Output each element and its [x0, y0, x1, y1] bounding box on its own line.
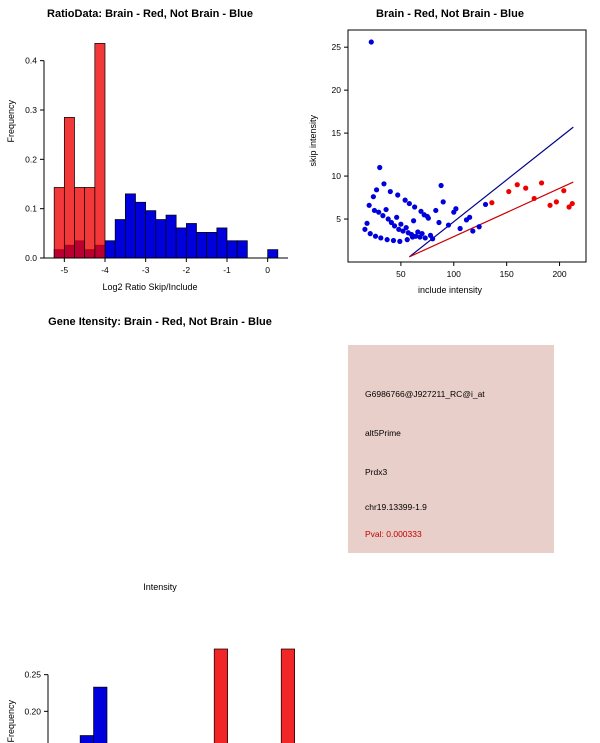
scatter-point — [438, 183, 443, 188]
scatter-point — [374, 187, 379, 192]
scatter-point — [467, 215, 472, 220]
info-event-type: alt5Prime — [365, 428, 401, 438]
scatter-point — [436, 220, 441, 225]
scatter-point — [422, 212, 427, 217]
info-gene-name: Prdx3 — [365, 467, 388, 477]
scatter-point — [515, 182, 520, 187]
scatter-point — [376, 210, 381, 215]
scatter-ylabel: skip intensity — [308, 115, 318, 167]
scatter-point — [397, 239, 402, 244]
histogram-bar — [105, 241, 115, 258]
x-tick-label: -4 — [101, 265, 109, 275]
ratio-histogram-ylabel: Frequency — [6, 100, 16, 143]
scatter-plot — [300, 0, 600, 300]
y-tick-label: 0.4 — [25, 55, 37, 66]
y-tick-label: 0.3 — [25, 105, 37, 115]
x-tick-label: 50 — [396, 269, 406, 279]
panel-gene-intensity-histogram — [0, 300, 320, 743]
scatter-point — [561, 188, 566, 193]
histogram-bar — [281, 649, 294, 743]
histogram-bar — [217, 228, 227, 258]
scatter-point — [391, 238, 396, 243]
histogram-bar — [95, 43, 105, 258]
scatter-point — [446, 222, 451, 227]
histogram-bar — [146, 211, 156, 258]
x-tick-label: 200 — [552, 269, 567, 279]
scatter-point — [483, 202, 488, 207]
scatter-point — [539, 180, 544, 185]
histogram-bar — [268, 250, 278, 258]
scatter-point — [423, 235, 428, 240]
x-tick-label: -5 — [60, 265, 69, 275]
intensity-histogram-xlabel: Intensity — [143, 582, 177, 592]
scatter-point — [458, 226, 463, 231]
scatter-point — [367, 203, 372, 208]
y-tick-label: 5 — [336, 214, 341, 225]
histogram-bar — [156, 220, 166, 258]
histogram-bar — [197, 232, 207, 258]
histogram-bar — [227, 241, 237, 258]
scatter-xlabel: include intensity — [417, 285, 483, 295]
intensity-histogram-plot — [0, 300, 320, 717]
ratio-histogram-title: RatioData: Brain - Red, Not Brain - Blue — [47, 8, 253, 20]
scatter-point — [570, 201, 575, 206]
scatter-point — [404, 225, 409, 230]
histogram-bar — [94, 687, 107, 743]
intensity-histogram-title: Gene Itensity: Brain - Red, Not Brain - Blue — [48, 316, 272, 328]
scatter-point — [371, 194, 376, 199]
scatter-point — [368, 231, 373, 236]
histogram-bar — [237, 241, 247, 258]
scatter-point — [364, 221, 369, 226]
scatter-point — [426, 216, 431, 221]
scatter-point — [412, 204, 417, 209]
scatter-point — [378, 235, 383, 240]
scatter-point — [377, 165, 382, 170]
scatter-point — [411, 218, 416, 223]
x-tick-label: 100 — [446, 269, 461, 279]
x-tick-label: 0 — [265, 265, 271, 275]
scatter-point — [477, 224, 482, 229]
y-tick-label: 0.2 — [25, 154, 37, 165]
histogram-bar — [80, 736, 93, 743]
histogram-bar — [54, 187, 64, 258]
scatter-point — [394, 215, 399, 220]
histogram-bar — [214, 649, 227, 743]
scatter-point — [441, 199, 446, 204]
scatter-point — [453, 206, 458, 211]
scatter-point — [385, 237, 390, 242]
scatter-point — [532, 196, 537, 201]
histogram-bar — [85, 187, 95, 258]
y-tick-label: 0.0 — [25, 253, 37, 263]
scatter-point — [381, 181, 386, 186]
scatter-point — [410, 234, 415, 239]
info-pval: Pval: 0.000333 — [365, 529, 422, 539]
scatter-point — [430, 236, 435, 241]
scatter-point — [388, 189, 393, 194]
y-tick-label: 0.25 — [24, 669, 41, 680]
y-tick-label: 20 — [331, 85, 341, 96]
scatter-point — [407, 201, 412, 206]
scatter-point — [383, 207, 388, 212]
histogram-bar — [166, 215, 176, 258]
scatter-point — [373, 234, 378, 239]
scatter-point — [403, 198, 408, 203]
info-probe-id: G6986766@J927211_RC@i_at — [365, 389, 485, 399]
x-tick-label: 150 — [499, 269, 514, 279]
histogram-bar — [125, 194, 135, 258]
histogram-bar — [75, 187, 85, 258]
scatter-title: Brain - Red, Not Brain - Blue — [376, 8, 524, 20]
x-tick-label: -3 — [141, 265, 150, 275]
x-tick-label: -1 — [223, 265, 231, 275]
panel-ratio-histogram — [0, 0, 300, 300]
ratio-histogram-plot — [0, 0, 300, 300]
panel-intensity-scatter — [300, 0, 600, 300]
x-tick-label: -2 — [182, 265, 191, 275]
scatter-point — [489, 200, 494, 205]
y-tick-label: 0.1 — [25, 203, 37, 214]
scatter-point — [405, 237, 410, 242]
histogram-bar — [136, 202, 146, 258]
scatter-point — [547, 203, 552, 208]
scatter-point — [392, 223, 397, 228]
histogram-bar — [207, 232, 217, 258]
probe-info-box — [348, 345, 554, 553]
intensity-histogram-ylabel: Frequency — [6, 700, 16, 743]
scatter-point — [419, 231, 424, 236]
histogram-bar — [186, 223, 196, 258]
histogram-bar — [176, 228, 186, 258]
y-tick-label: 25 — [331, 42, 341, 53]
scatter-point — [523, 186, 528, 191]
scatter-point — [362, 227, 367, 232]
scatter-point — [433, 208, 438, 213]
scatter-point — [395, 192, 400, 197]
ratio-histogram-xlabel: Log2 Ratio Skip/Include — [102, 282, 198, 292]
scatter-point — [380, 213, 385, 218]
regression-line-red-fit — [409, 182, 573, 257]
y-tick-label: 10 — [331, 171, 341, 182]
histogram-bar — [64, 117, 74, 258]
info-locus: chr19.13399-1.9 — [365, 502, 427, 512]
scatter-point — [554, 199, 559, 204]
histogram-bar — [115, 220, 125, 258]
scatter-point — [470, 228, 475, 233]
y-tick-label: 0.20 — [24, 706, 41, 717]
y-tick-label: 15 — [331, 128, 341, 139]
scatter-point — [506, 189, 511, 194]
scatter-point — [369, 39, 374, 44]
scatter-point — [398, 222, 403, 227]
